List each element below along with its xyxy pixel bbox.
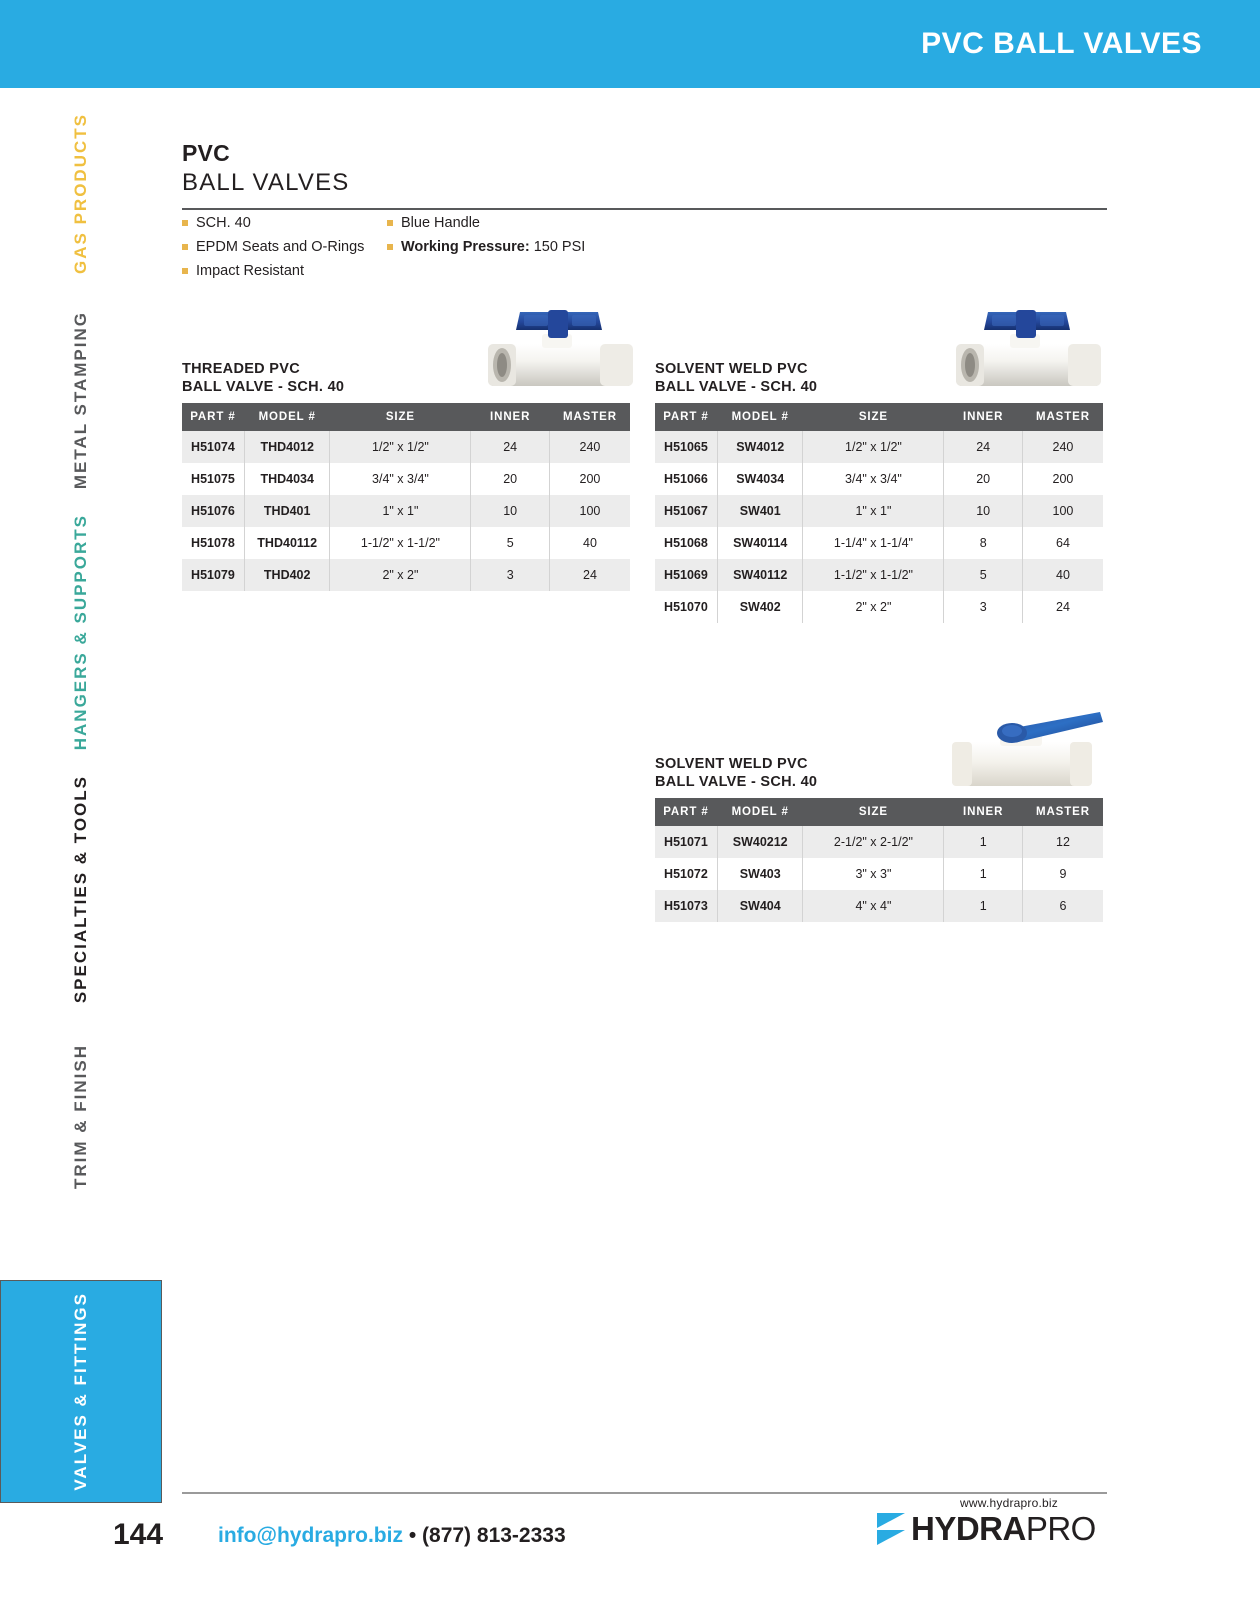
cell-part: H51079 xyxy=(182,559,244,591)
footer-contact xyxy=(218,1524,566,1548)
cell-inner: 10 xyxy=(944,495,1023,527)
cell-master: 40 xyxy=(549,527,630,559)
table-header-row xyxy=(655,798,1103,826)
column-header-model: MODEL # xyxy=(717,798,803,826)
footer-email[interactable]: info@hydrapro.biz xyxy=(218,1524,403,1547)
cell-size: 1-1/2" x 1-1/2" xyxy=(803,559,944,591)
column-header-size: SIZE xyxy=(330,403,471,431)
product-heading xyxy=(182,140,1107,197)
cell-inner: 1 xyxy=(944,890,1023,922)
cell-model: THD402 xyxy=(244,559,330,591)
cell-size: 1-1/2" x 1-1/2" xyxy=(330,527,471,559)
column-header-master: MASTER xyxy=(1022,403,1103,431)
cell-inner: 24 xyxy=(944,431,1023,463)
cell-inner: 5 xyxy=(471,527,550,559)
column-header-master: MASTER xyxy=(1022,798,1103,826)
column-header-inner: INNER xyxy=(944,403,1023,431)
feature-text xyxy=(401,237,585,257)
cell-size: 1" x 1" xyxy=(803,495,944,527)
feature-item xyxy=(387,213,787,233)
cell-model: SW404 xyxy=(717,890,803,922)
cell-model: SW403 xyxy=(717,858,803,890)
cell-master: 100 xyxy=(549,495,630,527)
cell-inner: 3 xyxy=(944,591,1023,623)
spec-table xyxy=(182,403,630,591)
cell-part: H51072 xyxy=(655,858,717,890)
cell-size: 3" x 3" xyxy=(803,858,944,890)
feature-label: Working Pressure: xyxy=(401,239,530,255)
cell-master: 200 xyxy=(549,463,630,495)
table-row xyxy=(655,527,1103,559)
page-number: 144 xyxy=(113,1518,164,1551)
sidebar-tab-gas-products[interactable] xyxy=(0,98,162,288)
bullet-square-icon xyxy=(387,244,393,250)
spec-table xyxy=(655,403,1103,623)
product-table-title xyxy=(655,755,1103,791)
feature-value: Impact Resistant xyxy=(196,263,304,279)
cell-size: 3/4" x 3/4" xyxy=(330,463,471,495)
category-sidebar xyxy=(0,88,170,1508)
column-header-part: PART # xyxy=(655,798,717,826)
feature-item xyxy=(182,237,387,257)
product-table-block xyxy=(655,360,1103,623)
cell-size: 3/4" x 3/4" xyxy=(803,463,944,495)
product-table-title xyxy=(182,360,630,396)
product-kicker: PVC xyxy=(182,140,230,166)
feature-column-1 xyxy=(182,213,387,281)
cell-master: 200 xyxy=(1022,463,1103,495)
sidebar-tab-label: TRIM & FINISH xyxy=(71,1043,90,1189)
cell-model: THD40112 xyxy=(244,527,330,559)
footer-divider xyxy=(182,1492,1107,1494)
table-row xyxy=(655,890,1103,922)
table-row xyxy=(182,463,630,495)
cell-inner: 3 xyxy=(471,559,550,591)
spec-table xyxy=(655,798,1103,922)
cell-master: 100 xyxy=(1022,495,1103,527)
column-header-inner: INNER xyxy=(471,403,550,431)
feature-text xyxy=(401,213,480,233)
sidebar-tab-label: HANGERS & SUPPORTS xyxy=(71,513,90,751)
feature-item xyxy=(182,261,387,281)
table-row xyxy=(655,858,1103,890)
cell-part: H51075 xyxy=(182,463,244,495)
sidebar-tab-trim-finish[interactable] xyxy=(0,1026,162,1206)
column-header-part: PART # xyxy=(655,403,717,431)
cell-size: 1" x 1" xyxy=(330,495,471,527)
cell-model: THD4012 xyxy=(244,431,330,463)
footer-separator: • xyxy=(408,1524,417,1547)
cell-part: H51071 xyxy=(655,826,717,858)
cell-model: SW4012 xyxy=(717,431,803,463)
feature-text xyxy=(196,261,304,281)
sidebar-tab-hangers-supports[interactable] xyxy=(0,512,162,752)
bullet-square-icon xyxy=(182,268,188,274)
cell-model: SW40212 xyxy=(717,826,803,858)
cell-size: 1/2" x 1/2" xyxy=(803,431,944,463)
cell-size: 2" x 2" xyxy=(803,591,944,623)
cell-model: SW402 xyxy=(717,591,803,623)
feature-text xyxy=(196,237,364,257)
sidebar-tab-label: GAS PRODUCTS xyxy=(71,112,90,274)
cell-size: 1-1/4" x 1-1/4" xyxy=(803,527,944,559)
cell-part: H51068 xyxy=(655,527,717,559)
brand-logo xyxy=(875,1496,1115,1547)
table-row xyxy=(655,559,1103,591)
sidebar-tab-label: METAL STAMPING xyxy=(71,310,90,490)
cell-inner: 24 xyxy=(471,431,550,463)
sidebar-tab-label: SPECIALTIES & TOOLS xyxy=(71,774,90,1004)
cell-part: H51078 xyxy=(182,527,244,559)
table-row xyxy=(655,495,1103,527)
cell-master: 6 xyxy=(1022,890,1103,922)
product-table-block xyxy=(182,360,630,591)
feature-value: 150 PSI xyxy=(533,239,586,255)
table-row xyxy=(655,463,1103,495)
product-table-title xyxy=(655,360,1103,396)
cell-inner: 1 xyxy=(944,858,1023,890)
sidebar-tab-valves-fittings[interactable] xyxy=(0,1280,162,1503)
hydrapro-mark-icon xyxy=(875,1511,909,1547)
product-table-block xyxy=(655,755,1103,922)
table-row xyxy=(182,431,630,463)
page-title: PVC BALL VALVES xyxy=(921,27,1202,60)
cell-inner: 20 xyxy=(471,463,550,495)
cell-inner: 8 xyxy=(944,527,1023,559)
cell-part: H51066 xyxy=(655,463,717,495)
feature-column-2 xyxy=(387,213,787,281)
product-table-title-line2: BALL VALVE - SCH. 40 xyxy=(182,379,345,395)
bullet-square-icon xyxy=(182,244,188,250)
feature-item xyxy=(387,237,787,257)
cell-part: H51069 xyxy=(655,559,717,591)
cell-inner: 5 xyxy=(944,559,1023,591)
bullet-square-icon xyxy=(387,220,393,226)
sidebar-tab-metal-stamping[interactable] xyxy=(0,300,162,500)
column-header-inner: INNER xyxy=(944,798,1023,826)
feature-list xyxy=(182,213,1107,281)
cell-master: 64 xyxy=(1022,527,1103,559)
cell-size: 2" x 2" xyxy=(330,559,471,591)
cell-master: 240 xyxy=(1022,431,1103,463)
cell-part: H51065 xyxy=(655,431,717,463)
cell-master: 40 xyxy=(1022,559,1103,591)
bullet-square-icon xyxy=(182,220,188,226)
cell-size: 2-1/2" x 2-1/2" xyxy=(803,826,944,858)
table-row xyxy=(182,495,630,527)
logo-text-light: PRO xyxy=(1025,1510,1096,1547)
cell-inner: 10 xyxy=(471,495,550,527)
column-header-master: MASTER xyxy=(549,403,630,431)
product-table-title-line2: BALL VALVE - SCH. 40 xyxy=(655,774,818,790)
product-table-title-line1: SOLVENT WELD PVC xyxy=(655,361,808,377)
cell-master: 9 xyxy=(1022,858,1103,890)
product-name: BALL VALVES xyxy=(182,169,350,196)
cell-inner: 20 xyxy=(944,463,1023,495)
cell-master: 24 xyxy=(549,559,630,591)
cell-part: H51076 xyxy=(182,495,244,527)
column-header-model: MODEL # xyxy=(717,403,803,431)
table-row xyxy=(655,591,1103,623)
logo-website-url: www.hydrapro.biz xyxy=(960,1496,1058,1510)
product-table-title-line2: BALL VALVE - SCH. 40 xyxy=(655,379,818,395)
page-header-banner xyxy=(0,0,1260,88)
heading-divider xyxy=(182,208,1107,210)
product-table-title-line1: THREADED PVC xyxy=(182,361,300,377)
feature-value: EPDM Seats and O-Rings xyxy=(196,239,365,255)
cell-part: H51073 xyxy=(655,890,717,922)
cell-master: 12 xyxy=(1022,826,1103,858)
cell-size: 1/2" x 1/2" xyxy=(330,431,471,463)
cell-master: 24 xyxy=(1022,591,1103,623)
feature-item xyxy=(182,213,387,233)
cell-model: SW40112 xyxy=(717,559,803,591)
footer-phone[interactable]: (877) 813-2333 xyxy=(422,1524,566,1547)
table-row xyxy=(655,826,1103,858)
column-header-part: PART # xyxy=(182,403,244,431)
sidebar-tab-label: VALVES & FITTINGS xyxy=(71,1292,90,1491)
logo-wordmark xyxy=(911,1511,1096,1547)
cell-model: SW401 xyxy=(717,495,803,527)
cell-part: H51070 xyxy=(655,591,717,623)
table-header-row xyxy=(182,403,630,431)
cell-model: SW4034 xyxy=(717,463,803,495)
table-row xyxy=(182,559,630,591)
feature-text xyxy=(196,213,251,233)
sidebar-tab-specialties-tools[interactable] xyxy=(0,764,162,1014)
logo-row xyxy=(875,1511,1115,1547)
column-header-model: MODEL # xyxy=(244,403,330,431)
feature-value: SCH. 40 xyxy=(196,215,251,231)
cell-inner: 1 xyxy=(944,826,1023,858)
cell-model: THD4034 xyxy=(244,463,330,495)
cell-model: THD401 xyxy=(244,495,330,527)
table-row xyxy=(182,527,630,559)
feature-value: Blue Handle xyxy=(401,215,480,231)
table-header-row xyxy=(655,403,1103,431)
table-row xyxy=(655,431,1103,463)
cell-model: SW40114 xyxy=(717,527,803,559)
column-header-size: SIZE xyxy=(803,403,944,431)
cell-part: H51074 xyxy=(182,431,244,463)
logo-text-bold: HYDRA xyxy=(911,1510,1026,1547)
cell-size: 4" x 4" xyxy=(803,890,944,922)
cell-master: 240 xyxy=(549,431,630,463)
cell-part: H51067 xyxy=(655,495,717,527)
product-table-title-line1: SOLVENT WELD PVC xyxy=(655,756,808,772)
column-header-size: SIZE xyxy=(803,798,944,826)
